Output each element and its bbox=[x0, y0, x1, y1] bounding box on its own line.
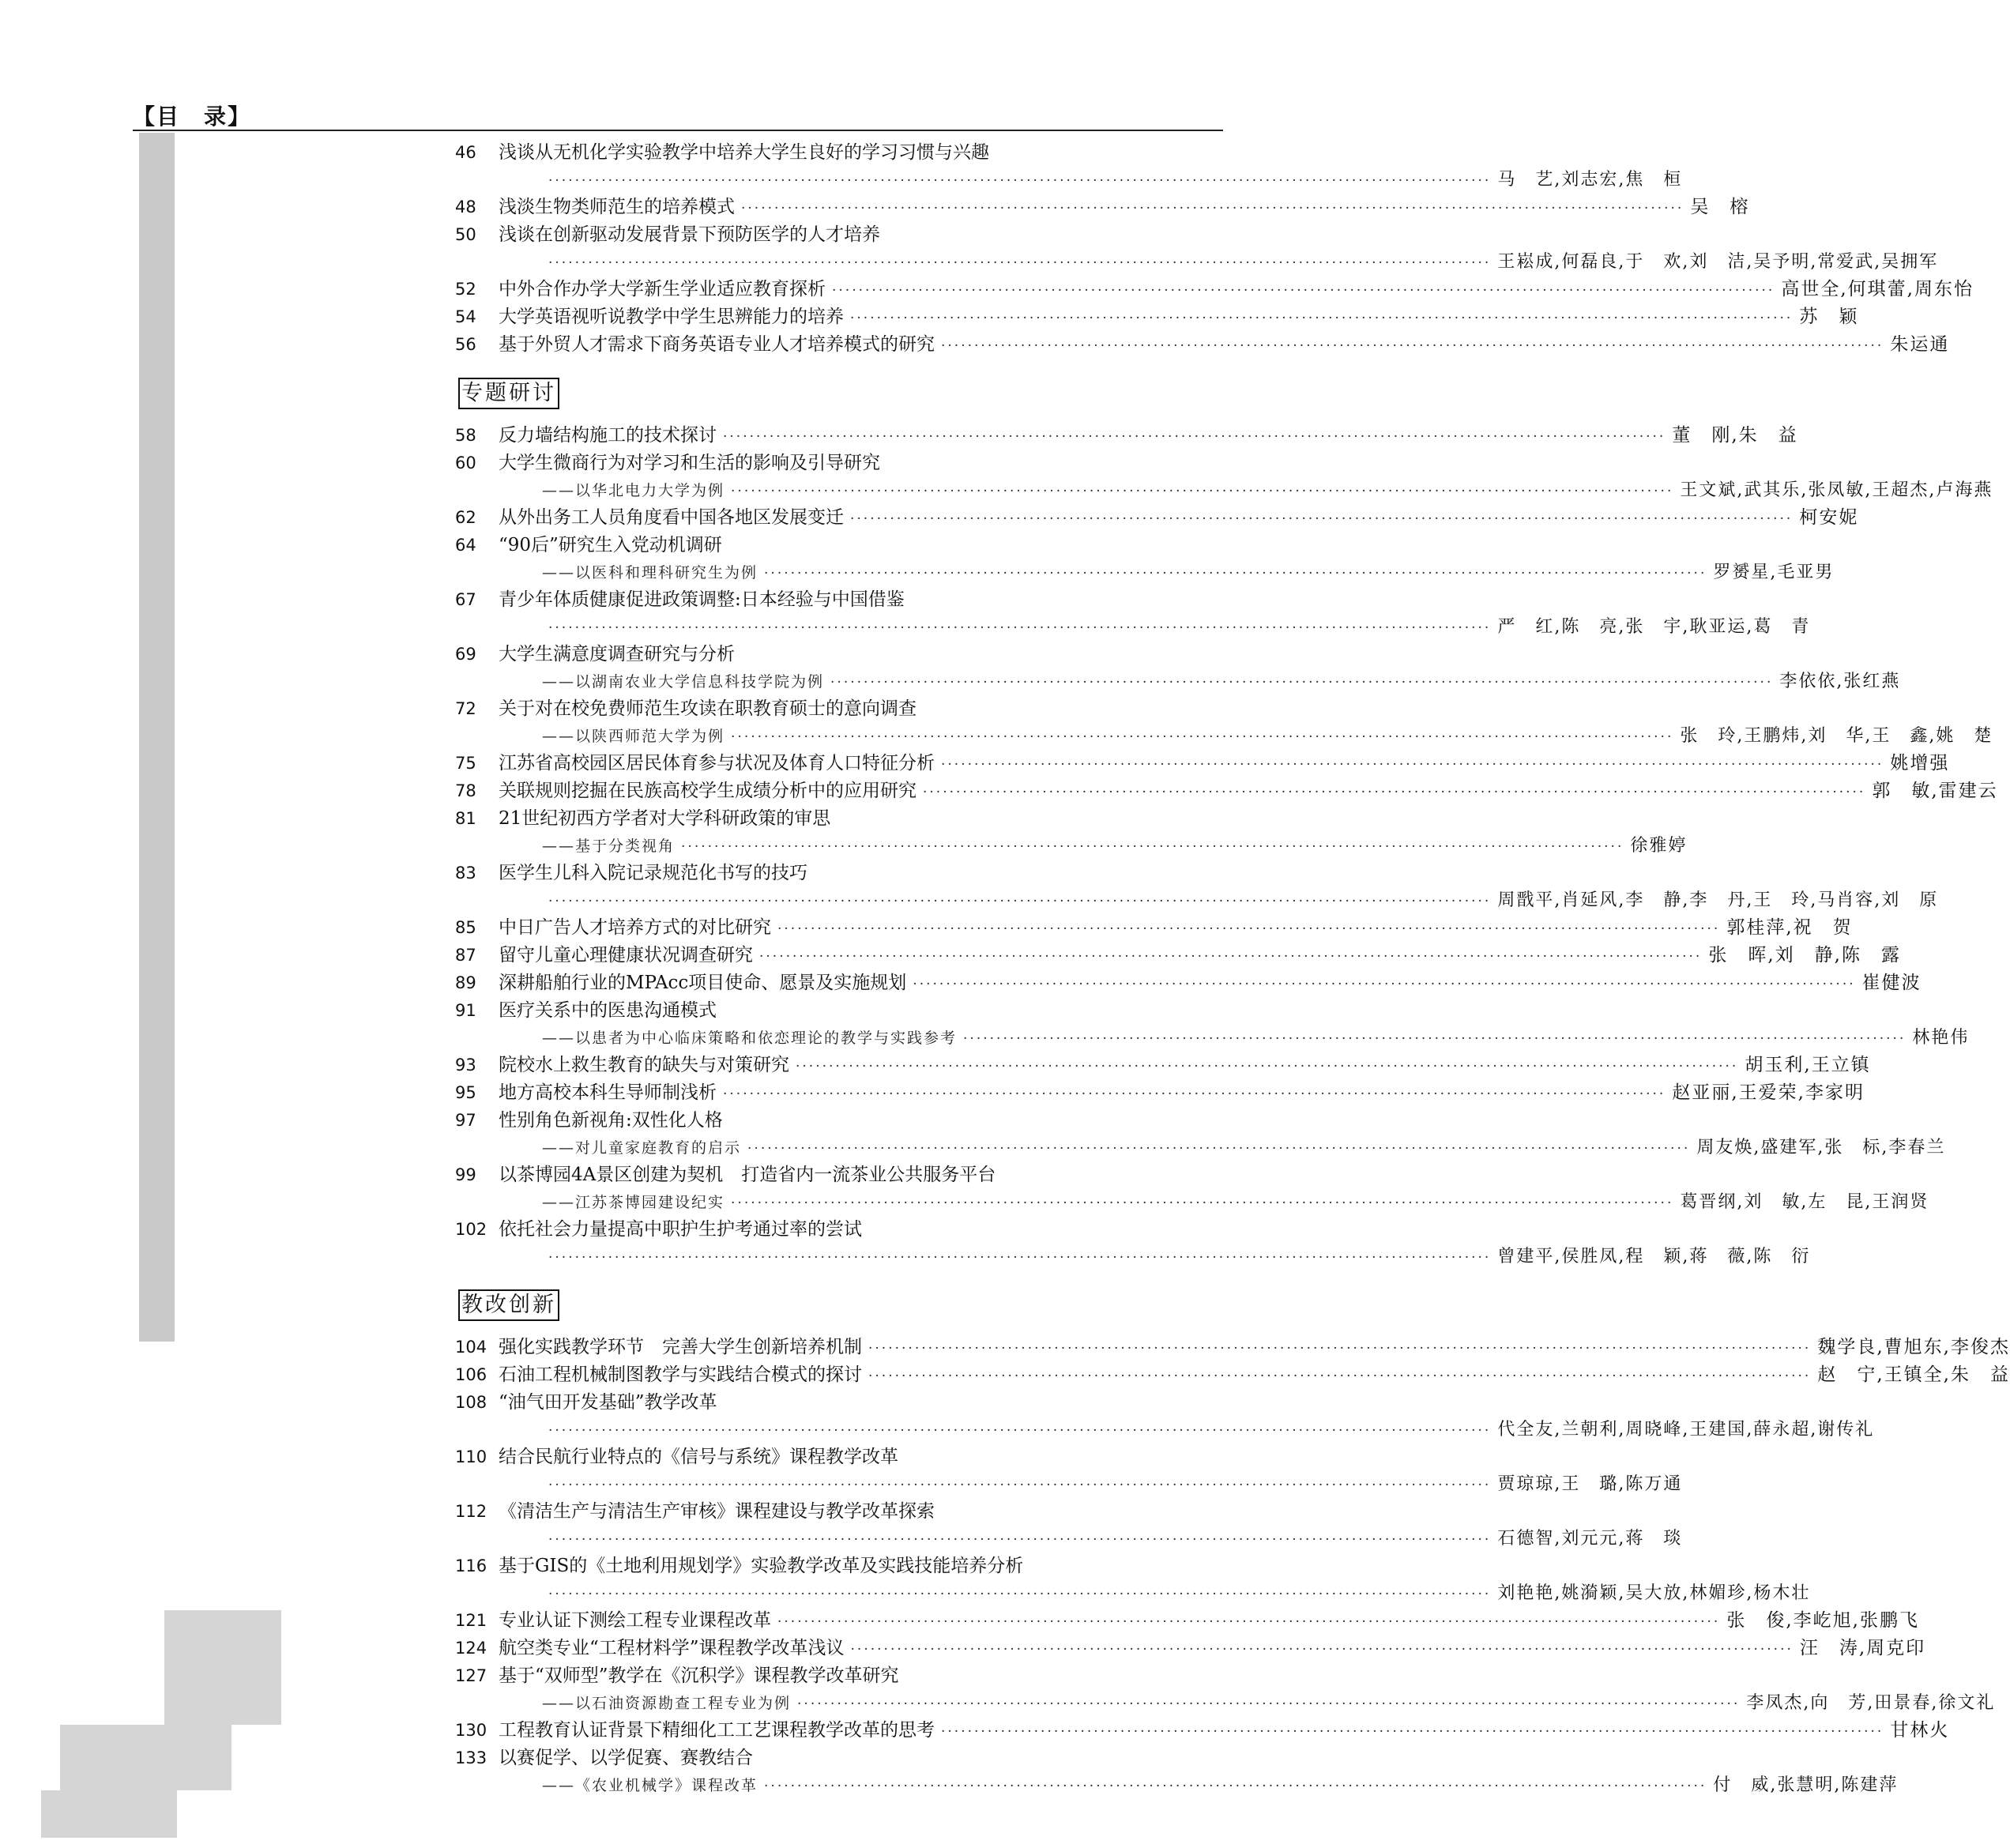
article-title: 基于“双师型”教学在《沉积学》课程教学改革研究 bbox=[499, 1665, 899, 1686]
toc-entry-author-line bbox=[455, 559, 1835, 586]
header-label: 【目 录】 bbox=[133, 104, 252, 130]
toc-entry[interactable] bbox=[455, 276, 1974, 303]
toc-entry-title-line bbox=[455, 422, 1798, 450]
dot-leader bbox=[941, 751, 1884, 779]
toc-entry[interactable] bbox=[455, 969, 1922, 997]
toc-entry-title-line bbox=[455, 1107, 1214, 1135]
toc-entry-title-line bbox=[455, 276, 1974, 303]
article-title: 大学生满意度调查研究与分析 bbox=[499, 644, 735, 664]
toc-entry[interactable] bbox=[455, 1498, 1683, 1553]
dot-leader bbox=[796, 1053, 1738, 1081]
toc-entry[interactable] bbox=[455, 422, 1798, 450]
toc-entry-title-line bbox=[455, 139, 1214, 167]
article-subtitle: ——以医科和理科研究生为例 bbox=[542, 564, 758, 581]
side-decoration-bar bbox=[139, 133, 175, 1342]
dot-leader bbox=[747, 1135, 1690, 1162]
toc-entry-title-line bbox=[455, 805, 1214, 833]
toc-entry[interactable] bbox=[455, 303, 1859, 331]
dot-leader bbox=[850, 506, 1793, 533]
dot-leader bbox=[963, 1026, 1906, 1052]
article-authors: 姚增强 bbox=[1890, 753, 1950, 773]
toc-entry-author-line bbox=[455, 833, 1688, 860]
page-number: 52 bbox=[455, 280, 476, 299]
page-number: 81 bbox=[455, 809, 476, 828]
article-title: 从外出务工人员角度看中国各地区发展变迁 bbox=[499, 507, 844, 528]
page-number: 50 bbox=[455, 225, 476, 244]
article-title: 浅淡生物类师范生的培养模式 bbox=[499, 197, 735, 217]
toc-entry-title-line bbox=[455, 1607, 1919, 1635]
article-subtitle: ——以患者为中心临床策略和依恋理论的教学与实践参考 bbox=[542, 1029, 958, 1047]
page-number: 89 bbox=[455, 973, 476, 992]
article-title: 性别角色新视角:双性化人格 bbox=[499, 1110, 723, 1131]
toc-entry[interactable] bbox=[455, 1161, 1929, 1216]
article-authors: 郭 敏,雷建云 bbox=[1872, 781, 1998, 801]
toc-entry-title-line bbox=[455, 1216, 1214, 1244]
article-subtitle: ——江苏茶博园建设纪实 bbox=[542, 1194, 725, 1211]
page-number: 112 bbox=[455, 1502, 487, 1521]
dot-leader bbox=[764, 560, 1707, 587]
toc-entry-author-line bbox=[455, 1580, 1811, 1607]
dot-leader bbox=[548, 1472, 1491, 1499]
toc-entry-title-line bbox=[455, 331, 1950, 359]
page-number: 48 bbox=[455, 198, 476, 216]
article-authors: 苏 颖 bbox=[1799, 307, 1859, 327]
dot-leader bbox=[868, 1363, 1811, 1391]
article-authors: 李依依,张红燕 bbox=[1779, 672, 1901, 691]
toc-entry[interactable] bbox=[455, 586, 1811, 641]
article-authors: 柯安妮 bbox=[1799, 507, 1859, 528]
toc-entry-title-line bbox=[455, 1079, 1865, 1107]
article-title: 依托社会力量提高中职护生护考通过率的尝试 bbox=[499, 1219, 862, 1240]
article-authors: 郭桂萍,祝 贺 bbox=[1726, 917, 1853, 938]
dot-leader bbox=[548, 615, 1491, 642]
article-authors: 严 红,陈 亮,张 宇,耿亚运,葛 青 bbox=[1497, 617, 1811, 637]
toc-entry-title-line bbox=[455, 695, 1214, 723]
toc-entry-title-line bbox=[455, 1662, 1214, 1690]
article-title: 以茶博园4A景区创建为契机 打造省内一流茶业公共服务平台 bbox=[499, 1165, 996, 1185]
toc-entry-author-line bbox=[455, 668, 1901, 695]
toc-entry[interactable] bbox=[455, 1662, 1996, 1717]
page-number: 64 bbox=[455, 536, 476, 555]
article-authors: 贾琼琼,王 璐,陈万通 bbox=[1497, 1474, 1683, 1494]
section-heading bbox=[458, 376, 1214, 411]
toc-entry[interactable] bbox=[455, 331, 1950, 359]
dot-leader bbox=[548, 888, 1491, 915]
toc-entry[interactable] bbox=[455, 695, 1993, 750]
article-title: 结合民航行业特点的《信号与系统》课程教学改革 bbox=[499, 1447, 898, 1467]
toc-entry-title-line bbox=[455, 1553, 1214, 1580]
dot-leader bbox=[941, 333, 1884, 360]
article-authors: 汪 涛,周克印 bbox=[1799, 1638, 1926, 1658]
article-authors: 赵亚丽,王爱荣,李家明 bbox=[1672, 1082, 1865, 1103]
dot-leader bbox=[548, 1581, 1491, 1608]
page-number: 87 bbox=[455, 946, 476, 965]
page-number: 85 bbox=[455, 918, 476, 937]
toc-entry-title-line bbox=[455, 777, 1998, 805]
toc-entry-author-line bbox=[455, 477, 1993, 504]
dot-leader bbox=[723, 423, 1666, 451]
section-heading-label: 专题研讨 bbox=[458, 378, 559, 409]
toc-entry-author-line bbox=[455, 1471, 1683, 1498]
article-subtitle: ——以石油资源勘查工程专业为例 bbox=[542, 1695, 792, 1712]
article-title: 浅谈从无机化学实验教学中培养大学生良好的学习习惯与兴趣 bbox=[499, 142, 989, 163]
toc-entry-title-line bbox=[455, 860, 1214, 887]
dot-leader bbox=[832, 277, 1775, 305]
article-title: 深耕船舶行业的MPAcc项目使命、愿景及实施规划 bbox=[499, 973, 907, 993]
toc-entry-title-line bbox=[455, 1717, 1950, 1744]
toc-entry[interactable] bbox=[455, 1744, 1899, 1799]
toc-entry-title-line bbox=[455, 641, 1214, 668]
article-authors: 高世全,何琪蕾,周东怡 bbox=[1781, 279, 1974, 299]
toc-entry-title-line bbox=[455, 1498, 1214, 1526]
article-title: “90后”研究生入党动机调研 bbox=[499, 535, 722, 555]
toc-entry-title-line bbox=[455, 1361, 2010, 1389]
page-number: 91 bbox=[455, 1001, 476, 1020]
toc-entry[interactable] bbox=[455, 1334, 2010, 1361]
page-number: 95 bbox=[455, 1083, 476, 1102]
article-title: 中日广告人才培养方式的对比研究 bbox=[499, 917, 771, 938]
article-title: 江苏省高校园区居民体育参与状况及体育人口特征分析 bbox=[499, 753, 935, 773]
toc-entry[interactable] bbox=[455, 914, 1853, 942]
page-number: 93 bbox=[455, 1056, 476, 1075]
toc-entry-author-line bbox=[455, 1690, 1996, 1717]
page-number: 56 bbox=[455, 335, 476, 354]
page-number: 110 bbox=[455, 1447, 487, 1466]
dot-leader bbox=[868, 1335, 1811, 1363]
dot-leader bbox=[850, 305, 1793, 333]
article-title: “油气田开发基础”教学改革 bbox=[499, 1392, 717, 1413]
toc-entry-title-line bbox=[455, 586, 1214, 614]
page-number: 97 bbox=[455, 1111, 476, 1130]
dot-leader bbox=[723, 1081, 1666, 1108]
toc-entry[interactable] bbox=[455, 1607, 1919, 1635]
page-number: 108 bbox=[455, 1393, 487, 1412]
toc-entry[interactable] bbox=[455, 997, 1970, 1052]
toc-entry-title-line bbox=[455, 194, 1750, 221]
toc-entry-title-line bbox=[455, 1052, 1871, 1079]
article-authors: 周友焕,盛建军,张 标,李春兰 bbox=[1696, 1138, 1946, 1157]
article-authors: 马 艺,刘志宏,焦 桓 bbox=[1497, 170, 1683, 190]
dot-leader bbox=[548, 167, 1491, 194]
header-rule bbox=[133, 130, 1223, 131]
article-subtitle: ——以陕西师范大学为例 bbox=[542, 728, 725, 745]
page-number: 116 bbox=[455, 1556, 487, 1575]
page-number: 127 bbox=[455, 1666, 487, 1685]
article-title: 医疗关系中的医患沟通模式 bbox=[499, 1000, 717, 1021]
article-authors: 李凤杰,向 芳,田景春,徐文礼 bbox=[1746, 1693, 1996, 1713]
dot-leader bbox=[548, 1526, 1491, 1553]
toc-entry[interactable] bbox=[455, 1052, 1871, 1079]
article-authors: 张 俊,李屹旭,张鹏飞 bbox=[1726, 1610, 1919, 1631]
toc-entry-author-line bbox=[455, 1417, 1875, 1443]
page-number: 54 bbox=[455, 307, 476, 326]
page-number: 62 bbox=[455, 508, 476, 527]
toc-entry-title-line bbox=[455, 969, 1922, 997]
article-authors: 罗赟星,毛亚男 bbox=[1713, 563, 1835, 582]
article-authors: 崔健波 bbox=[1861, 973, 1922, 993]
article-title: 《清洁生产与清洁生产审核》课程建设与教学改革探索 bbox=[499, 1501, 935, 1522]
toc-entry-title-line bbox=[455, 1635, 1926, 1662]
toc-entry-author-line bbox=[455, 1772, 1899, 1799]
article-authors: 曾建平,侯胜凤,程 颖,蒋 薇,陈 衍 bbox=[1497, 1247, 1811, 1267]
dot-leader bbox=[731, 724, 1673, 751]
toc-entry[interactable] bbox=[455, 1361, 2010, 1389]
toc-entry[interactable] bbox=[455, 194, 1750, 221]
page-number: 83 bbox=[455, 864, 476, 883]
article-authors: 葛晋纲,刘 敏,左 昆,王润贤 bbox=[1680, 1192, 1929, 1212]
toc-entry-author-line bbox=[455, 1244, 1811, 1270]
article-title: 院校水上救生教育的缺失与对策研究 bbox=[499, 1055, 789, 1075]
toc-entry-title-line bbox=[455, 1744, 1214, 1772]
toc-entry[interactable] bbox=[455, 1389, 1875, 1443]
dot-leader bbox=[851, 1636, 1794, 1664]
toc-entry[interactable] bbox=[455, 221, 1939, 276]
toc-entry-title-line bbox=[455, 504, 1859, 532]
article-authors: 甘林火 bbox=[1890, 1720, 1950, 1741]
toc-entry[interactable] bbox=[455, 641, 1901, 695]
toc-entry-author-line bbox=[455, 1135, 1946, 1161]
toc-entry[interactable] bbox=[455, 777, 1998, 805]
toc-entry-author-line bbox=[455, 249, 1939, 276]
article-title: 留守儿童心理健康状况调查研究 bbox=[499, 945, 753, 965]
toc-entry-author-line bbox=[455, 1526, 1683, 1553]
article-title: 基于外贸人才需求下商务英语专业人才培养模式的研究 bbox=[499, 334, 935, 355]
toc-entry-title-line bbox=[455, 1443, 1214, 1471]
page-number: 75 bbox=[455, 754, 476, 773]
article-subtitle: ——基于分类视角 bbox=[542, 837, 676, 855]
article-title: 大学生微商行为对学习和生活的影响及引导研究 bbox=[499, 453, 880, 473]
page-number: 104 bbox=[455, 1338, 487, 1357]
toc-entry[interactable] bbox=[455, 750, 1950, 777]
article-subtitle: ——以湖南农业大学信息科技学院为例 bbox=[542, 673, 825, 691]
page-number: 133 bbox=[455, 1748, 487, 1767]
article-authors: 魏学良,曹旭东,李俊杰 bbox=[1817, 1337, 2010, 1357]
article-title: 工程教育认证背景下精细化工工艺课程教学改革的思考 bbox=[499, 1720, 935, 1741]
dot-leader bbox=[777, 1609, 1720, 1636]
toc-entry[interactable] bbox=[455, 860, 1939, 914]
article-title: 青少年体质健康促进政策调整:日本经验与中国借鉴 bbox=[499, 589, 905, 610]
dot-leader bbox=[777, 916, 1720, 943]
toc-entry[interactable] bbox=[455, 504, 1859, 532]
article-title: 地方高校本科生导师制浅析 bbox=[499, 1082, 717, 1103]
dot-leader bbox=[731, 478, 1673, 505]
toc-entry-author-line bbox=[455, 167, 1683, 194]
dot-leader bbox=[913, 971, 1855, 999]
article-authors: 王崧成,何磊良,于 欢,刘 洁,吴予明,常爱武,吴拥军 bbox=[1497, 252, 1939, 272]
toc-entry[interactable] bbox=[455, 450, 1993, 504]
article-title: 关联规则挖掘在民族高校学生成绩分析中的应用研究 bbox=[499, 781, 917, 801]
article-title: 医学生儿科入院记录规范化书写的技巧 bbox=[499, 863, 807, 883]
page-number: 121 bbox=[455, 1611, 487, 1630]
article-title: 基于GIS的《土地利用规划学》实验教学改革及实践技能培养分析 bbox=[499, 1556, 1024, 1576]
toc-entry[interactable] bbox=[455, 1717, 1950, 1744]
section-heading bbox=[458, 1288, 1214, 1323]
stair-decoration-top bbox=[164, 1610, 281, 1725]
dot-leader bbox=[681, 834, 1624, 860]
toc-entry[interactable] bbox=[455, 532, 1835, 586]
toc-entry-title-line bbox=[455, 1161, 1214, 1189]
article-authors: 林艳伟 bbox=[1912, 1028, 1970, 1048]
article-authors: 朱运通 bbox=[1890, 334, 1950, 355]
toc-entry-title-line bbox=[455, 303, 1859, 331]
toc-entry[interactable] bbox=[455, 139, 1683, 194]
dot-leader bbox=[548, 1417, 1491, 1444]
article-subtitle: ——以华北电力大学为例 bbox=[542, 482, 725, 499]
toc-entry-title-line bbox=[455, 914, 1853, 942]
dot-leader bbox=[741, 195, 1684, 223]
article-authors: 张 晖,刘 静,陈 露 bbox=[1708, 945, 1901, 965]
dot-leader bbox=[759, 943, 1702, 971]
article-title: 以赛促学、以学促赛、赛教结合 bbox=[499, 1748, 753, 1768]
toc-entry-title-line bbox=[455, 1334, 2010, 1361]
toc-entry-title-line bbox=[455, 750, 1950, 777]
article-authors: 代全友,兰朝利,周晓峰,王建国,薛永超,谢传礼 bbox=[1497, 1420, 1875, 1440]
toc-entry[interactable] bbox=[455, 1635, 1926, 1662]
toc-entry-title-line bbox=[455, 450, 1214, 477]
article-subtitle: ——《农业机械学》课程改革 bbox=[542, 1777, 758, 1794]
toc-entry[interactable] bbox=[455, 1216, 1811, 1270]
article-authors: 徐雅婷 bbox=[1630, 836, 1688, 856]
toc-entry-author-line bbox=[455, 614, 1811, 641]
toc-entry[interactable] bbox=[455, 1553, 1811, 1607]
toc-entry[interactable] bbox=[455, 1107, 1946, 1161]
article-title: 浅谈在创新驱动发展背景下预防医学的人才培养 bbox=[499, 224, 880, 245]
stair-decoration-bottom bbox=[41, 1790, 177, 1838]
dot-leader bbox=[923, 779, 1865, 807]
dot-leader bbox=[941, 1718, 1884, 1746]
page-number: 102 bbox=[455, 1220, 487, 1239]
page-number: 58 bbox=[455, 426, 476, 445]
page-number: 124 bbox=[455, 1639, 487, 1658]
section-heading-label: 教改创新 bbox=[458, 1289, 559, 1321]
toc-entry-title-line bbox=[455, 997, 1214, 1025]
toc-entry-author-line bbox=[455, 1189, 1929, 1216]
toc-entry-title-line bbox=[455, 221, 1214, 249]
dot-leader bbox=[548, 250, 1491, 277]
page-number: 78 bbox=[455, 781, 476, 800]
page-number: 67 bbox=[455, 590, 476, 609]
dot-leader bbox=[797, 1691, 1740, 1718]
article-authors: 胡玉利,王立镇 bbox=[1745, 1055, 1871, 1075]
dot-leader bbox=[764, 1773, 1707, 1800]
toc-entry[interactable] bbox=[455, 942, 1901, 969]
article-subtitle: ——对儿童家庭教育的启示 bbox=[542, 1139, 742, 1157]
toc-entry-author-line bbox=[455, 1025, 1970, 1052]
article-title: 强化实践教学环节 完善大学生创新培养机制 bbox=[499, 1337, 862, 1357]
article-authors: 王文斌,武其乐,张凤敏,王超杰,卢海燕 bbox=[1680, 480, 1993, 500]
page-number: 106 bbox=[455, 1365, 487, 1384]
article-title: 中外合作办学大学新生学业适应教育探析 bbox=[499, 279, 826, 299]
article-title: 反力墙结构施工的技术探讨 bbox=[499, 425, 717, 446]
article-authors: 张 玲,王鹏炜,刘 华,王 鑫,姚 楚 bbox=[1680, 726, 1993, 746]
toc-entry-title-line bbox=[455, 532, 1214, 559]
article-authors: 周戬平,肖延风,李 静,李 丹,王 玲,马肖容,刘 原 bbox=[1497, 890, 1939, 910]
toc-entry-author-line bbox=[455, 887, 1939, 914]
dot-leader bbox=[731, 1190, 1673, 1217]
article-authors: 董 刚,朱 益 bbox=[1672, 425, 1798, 446]
article-title: 关于对在校免费师范生攻读在职教育硕士的意向调查 bbox=[499, 698, 917, 719]
article-title: 航空类专业“工程材料学”课程教学改革浅议 bbox=[499, 1638, 845, 1658]
toc-entry-author-line bbox=[455, 723, 1993, 750]
toc-entry[interactable] bbox=[455, 1443, 1683, 1498]
stair-decoration-middle bbox=[60, 1725, 231, 1790]
dot-leader bbox=[548, 1244, 1491, 1271]
article-authors: 刘艳艳,姚漪颖,吴大放,林媚珍,杨木壮 bbox=[1497, 1583, 1811, 1603]
page-number: 60 bbox=[455, 454, 476, 472]
article-authors: 付 威,张慧明,陈建萍 bbox=[1713, 1775, 1899, 1795]
article-title: 石油工程机械制图教学与实践结合模式的探讨 bbox=[499, 1364, 862, 1385]
page-number: 72 bbox=[455, 699, 476, 718]
toc-content bbox=[455, 139, 2010, 1799]
toc-entry-title-line bbox=[455, 1389, 1214, 1417]
article-authors: 赵 宁,王镇全,朱 益 bbox=[1817, 1364, 2010, 1385]
toc-entry-title-line bbox=[455, 942, 1901, 969]
toc-entry[interactable] bbox=[455, 805, 1688, 860]
toc-entry[interactable] bbox=[455, 1079, 1865, 1107]
dot-leader bbox=[830, 669, 1773, 696]
page-number: 130 bbox=[455, 1721, 487, 1740]
page-number: 46 bbox=[455, 143, 476, 162]
article-title: 大学英语视听说教学中学生思辨能力的培养 bbox=[499, 307, 844, 327]
page-number: 69 bbox=[455, 645, 476, 664]
article-authors: 吴 榕 bbox=[1690, 197, 1750, 217]
article-title: 21世纪初西方学者对大学科研政策的审思 bbox=[499, 808, 831, 829]
article-title: 专业认证下测绘工程专业课程改革 bbox=[499, 1610, 771, 1631]
page-number: 99 bbox=[455, 1165, 476, 1184]
article-authors: 石德智,刘元元,蒋 琰 bbox=[1497, 1529, 1683, 1549]
